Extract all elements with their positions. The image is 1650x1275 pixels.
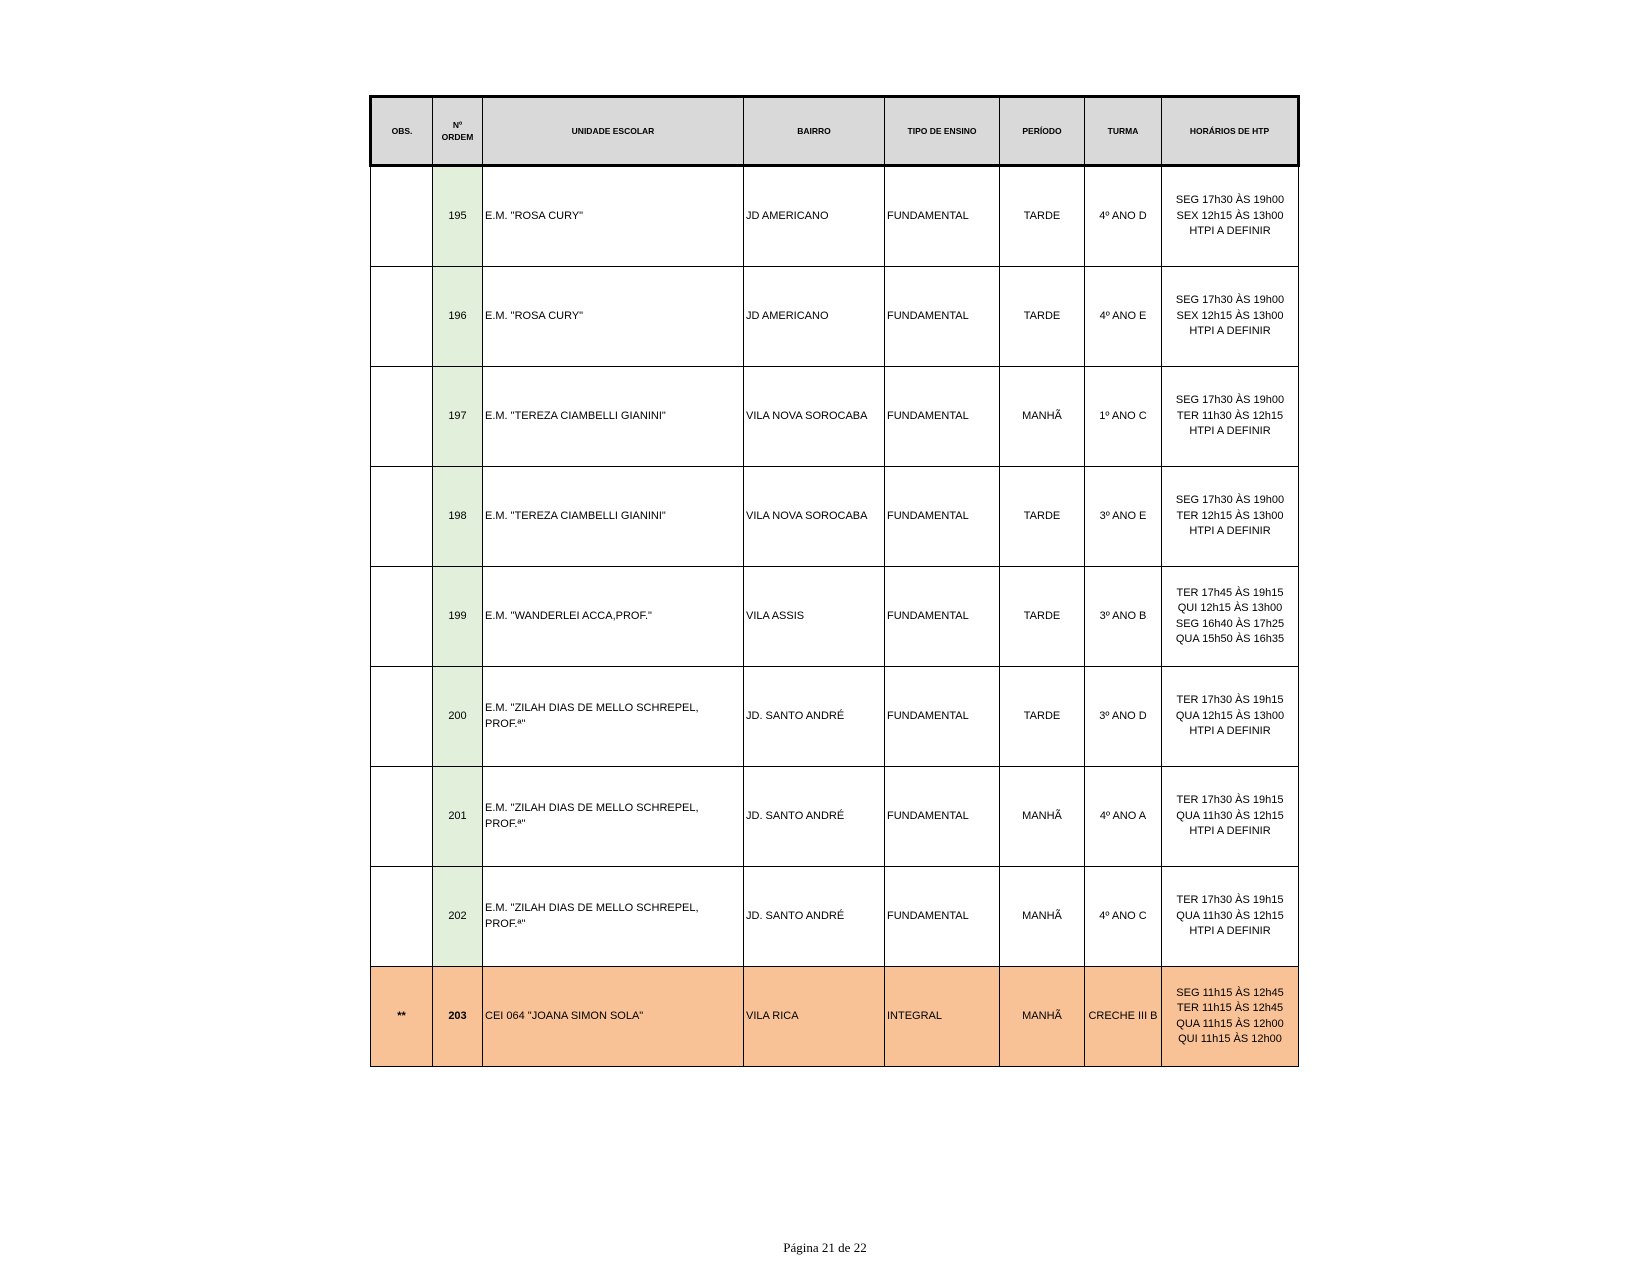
cell-school-unit: CEI 064 "JOANA SIMON SOLA": [483, 967, 744, 1067]
schedule-line: HTPI A DEFINIR: [1189, 825, 1271, 838]
cell-order-number: 200: [433, 667, 483, 767]
schedule-line: HTPI A DEFINIR: [1189, 425, 1271, 438]
header-class: TURMA: [1085, 97, 1162, 166]
schedule-line: QUA 12h15 ÀS 13h00: [1175, 709, 1285, 722]
schedule-line: SEG 17h30 ÀS 19h00: [1175, 194, 1285, 207]
schedule-line: HTPI A DEFINIR: [1189, 925, 1271, 938]
schedule-line: SEG 11h15 ÀS 12h45: [1176, 986, 1284, 999]
cell-order-number: 199: [433, 567, 483, 667]
schedule-line: TER 17h30 ÀS 19h15: [1176, 894, 1284, 907]
cell-education-type: FUNDAMENTAL: [885, 567, 1000, 667]
header-school-unit: UNIDADE ESCOLAR: [483, 97, 744, 166]
cell-obs: [371, 567, 433, 667]
cell-period: MANHÃ: [1000, 867, 1085, 967]
schedule-line: QUA 11h30 ÀS 12h15: [1176, 909, 1284, 922]
page-footer: [0, 1240, 1650, 1256]
cell-class: 3º ANO E: [1085, 467, 1162, 567]
cell-class: CRECHE III B: [1085, 967, 1162, 1067]
cell-neighborhood: JD. SANTO ANDRÉ: [744, 767, 885, 867]
schedule-line: QUA 11h15 ÀS 12h00: [1176, 1017, 1284, 1030]
cell-obs: [371, 867, 433, 967]
header-neighborhood: BAIRRO: [744, 97, 885, 166]
schedule-line: HTPI A DEFINIR: [1189, 325, 1271, 338]
cell-period: TARDE: [1000, 567, 1085, 667]
cell-education-type: FUNDAMENTAL: [885, 367, 1000, 467]
cell-school-unit: E.M. "WANDERLEI ACCA,PROF.": [483, 567, 744, 667]
cell-class: 4º ANO A: [1085, 767, 1162, 867]
table-row: [371, 867, 1299, 967]
cell-class: 1º ANO C: [1085, 367, 1162, 467]
schedule-line: TER 17h30 ÀS 19h15: [1176, 794, 1284, 807]
cell-period: MANHÃ: [1000, 967, 1085, 1067]
cell-neighborhood: VILA ASSIS: [744, 567, 885, 667]
cell-obs: [371, 467, 433, 567]
cell-neighborhood: JD. SANTO ANDRÉ: [744, 867, 885, 967]
table-row: [371, 467, 1299, 567]
cell-school-unit: E.M. "ZILAH DIAS DE MELLO SCHREPEL, PROF.ª": [483, 667, 744, 767]
schedule-line: HTPI A DEFINIR: [1189, 725, 1271, 738]
cell-htp-schedule: [1162, 267, 1299, 367]
cell-order-number: 195: [433, 166, 483, 267]
cell-school-unit: E.M. "ROSA CURY": [483, 166, 744, 267]
cell-neighborhood: JD. SANTO ANDRÉ: [744, 667, 885, 767]
cell-period: TARDE: [1000, 467, 1085, 567]
header-education-type: TIPO DE ENSINO: [885, 97, 1000, 166]
cell-education-type: FUNDAMENTAL: [885, 467, 1000, 567]
table-body: [371, 166, 1299, 1067]
schedule-line: QUI 12h15 ÀS 13h00: [1177, 602, 1283, 614]
schedule-line: HTPI A DEFINIR: [1189, 525, 1271, 538]
table-row: [371, 567, 1299, 667]
table-row: [371, 967, 1299, 1067]
cell-school-unit: E.M. "ZILAH DIAS DE MELLO SCHREPEL, PROF.ª": [483, 767, 744, 867]
schedule-line: TER 11h30 ÀS 12h15: [1176, 409, 1284, 422]
cell-order-number: 196: [433, 267, 483, 367]
schedule-line: SEG 17h30 ÀS 19h00: [1175, 494, 1285, 507]
cell-order-number: 203: [433, 967, 483, 1067]
cell-obs: [371, 767, 433, 867]
cell-school-unit: E.M. "ROSA CURY": [483, 267, 744, 367]
cell-htp-schedule: [1162, 767, 1299, 867]
cell-class: 4º ANO E: [1085, 267, 1162, 367]
header-order-number-line1: Nº: [452, 120, 463, 130]
table-row: [371, 367, 1299, 467]
cell-htp-schedule: [1162, 367, 1299, 467]
header-order-number-line2: ORDEM: [441, 132, 474, 142]
cell-education-type: FUNDAMENTAL: [885, 767, 1000, 867]
header-period: PERÍODO: [1000, 97, 1085, 166]
schedule-line: TER 11h15 ÀS 12h45: [1176, 1002, 1284, 1014]
schedule-line: QUA 15h50 ÀS 16h35: [1175, 633, 1285, 645]
cell-htp-schedule: [1162, 867, 1299, 967]
cell-class: 3º ANO D: [1085, 667, 1162, 767]
schedule-line: HTPI A DEFINIR: [1189, 225, 1271, 238]
schedule-line: TER 12h15 ÀS 13h00: [1176, 509, 1284, 522]
table-row: [371, 166, 1299, 267]
header-htp-schedule: HORÁRIOS DE HTP: [1162, 97, 1299, 166]
cell-neighborhood: JD AMERICANO: [744, 267, 885, 367]
cell-htp-schedule: [1162, 567, 1299, 667]
cell-period: MANHÃ: [1000, 367, 1085, 467]
cell-obs: [371, 267, 433, 367]
cell-education-type: FUNDAMENTAL: [885, 667, 1000, 767]
table-header: [371, 97, 1299, 166]
header-order-number: [433, 97, 483, 166]
schedule-line: SEX 12h15 ÀS 13h00: [1176, 209, 1284, 222]
cell-period: TARDE: [1000, 166, 1085, 267]
cell-class: 3º ANO B: [1085, 567, 1162, 667]
cell-obs: [371, 667, 433, 767]
table-row: [371, 667, 1299, 767]
header-obs: OBS.: [371, 97, 433, 166]
schedule-sheet: [369, 95, 1297, 1067]
page-number: Página 21 de 22: [783, 1240, 867, 1255]
schedule-line: SEG 17h30 ÀS 19h00: [1175, 294, 1285, 307]
cell-period: MANHÃ: [1000, 767, 1085, 867]
table-row: [371, 767, 1299, 867]
cell-education-type: INTEGRAL: [885, 967, 1000, 1067]
schedule-line: SEG 17h30 ÀS 19h00: [1175, 394, 1285, 407]
cell-htp-schedule: [1162, 467, 1299, 567]
cell-obs: [371, 367, 433, 467]
cell-htp-schedule: [1162, 967, 1299, 1067]
cell-period: TARDE: [1000, 667, 1085, 767]
cell-htp-schedule: [1162, 166, 1299, 267]
schedule-line: SEG 16h40 ÀS 17h25: [1175, 617, 1285, 630]
schedule-line: TER 17h45 ÀS 19h15: [1176, 586, 1284, 599]
cell-htp-schedule: [1162, 667, 1299, 767]
table-row: [371, 267, 1299, 367]
cell-school-unit: E.M. "TEREZA CIAMBELLI GIANINI": [483, 367, 744, 467]
cell-order-number: 201: [433, 767, 483, 867]
htp-schedule-table: [369, 95, 1300, 1067]
cell-order-number: 198: [433, 467, 483, 567]
cell-order-number: 202: [433, 867, 483, 967]
cell-class: 4º ANO C: [1085, 867, 1162, 967]
schedule-line: QUA 11h30 ÀS 12h15: [1176, 809, 1284, 822]
header-row: [371, 97, 1299, 166]
cell-class: 4º ANO D: [1085, 166, 1162, 267]
cell-obs: **: [371, 967, 433, 1067]
cell-order-number: 197: [433, 367, 483, 467]
cell-neighborhood: JD AMERICANO: [744, 166, 885, 267]
cell-school-unit: E.M. "ZILAH DIAS DE MELLO SCHREPEL, PROF.ª": [483, 867, 744, 967]
cell-neighborhood: VILA NOVA SOROCABA: [744, 367, 885, 467]
cell-education-type: FUNDAMENTAL: [885, 867, 1000, 967]
cell-neighborhood: VILA RICA: [744, 967, 885, 1067]
cell-neighborhood: VILA NOVA SOROCABA: [744, 467, 885, 567]
cell-school-unit: E.M. "TEREZA CIAMBELLI GIANINI": [483, 467, 744, 567]
cell-period: TARDE: [1000, 267, 1085, 367]
schedule-line: SEX 12h15 ÀS 13h00: [1176, 309, 1284, 322]
cell-obs: [371, 166, 433, 267]
schedule-line: QUI 11h15 ÀS 12h00: [1178, 1033, 1282, 1045]
cell-education-type: FUNDAMENTAL: [885, 166, 1000, 267]
cell-education-type: FUNDAMENTAL: [885, 267, 1000, 367]
schedule-line: TER 17h30 ÀS 19h15: [1176, 694, 1284, 707]
